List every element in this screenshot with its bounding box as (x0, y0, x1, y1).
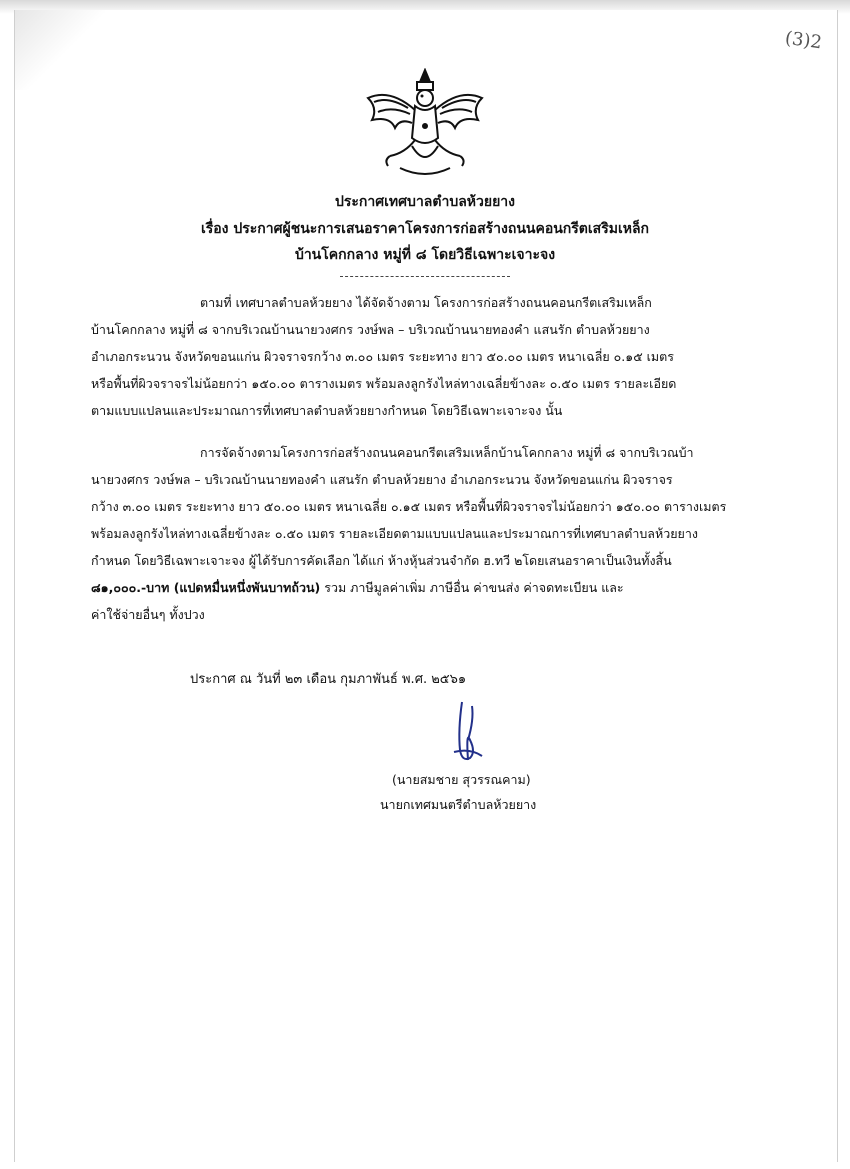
paragraph2-line: นายวงศกร วงษ์พล – บริเวณบ้านนายทองคำ แสนรัก ตำบลห้วยยาง อำเภอกระนวน จังหวัดขอนแก่น ผิวจราจร (91, 472, 673, 487)
contract-amount: ๘๑,๐๐๐.-บาท (แปดหมื่นหนึ่งพันบาทถ้วน) (91, 580, 321, 595)
paragraph2-line: กำหนด โดยวิธีเฉพาะเจาะจง ผู้ได้รับการคัดเลือก ได้แก่ ห้างหุ้นส่วนจำกัด ฮ.ทวี ๒โดยเสนอราคาเป็นเงินทั้งสิ้น (91, 553, 672, 568)
announcement-date: ประกาศ ณ วันที่ ๒๓ เดือน กุมภาพันธ์ พ.ศ. ๒๕๖๑ (190, 672, 467, 687)
announcement-subject: เรื่อง ประกาศผู้ชนะการเสนอราคาโครงการก่อสร้างถนนคอนกรีตเสริมเหล็ก (200, 221, 650, 237)
paragraph1-line: ตามที่ เทศบาลตำบลห้วยยาง ได้จัดจ้างตาม โครงการก่อสร้างถนนคอนกรีตเสริมเหล็ก (200, 295, 652, 310)
garuda-emblem-icon (360, 68, 490, 183)
paragraph1-line: บ้านโคกกลาง หมู่ที่ ๘ จากบริเวณบ้านนายวงศกร วงษ์พล – บริเวณบ้านนายทองคำ แสนรัก ตำบลห้วยยาง (91, 322, 650, 337)
signer-name: (นายสมชาย สุวรรณคาม) (392, 772, 531, 787)
handwritten-signature-icon (440, 700, 500, 770)
paragraph2-amount-line (91, 579, 624, 597)
announcement-subject-line2: บ้านโคกกลาง หมู่ที่ ๘ โดยวิธีเฉพาะเจาะจง (294, 247, 556, 263)
amount-tail: รวม ภาษีมูลค่าเพิ่ม ภาษีอื่น ค่าขนส่ง ค่าจดทะเบียน และ (320, 580, 624, 595)
announcement-title: ประกาศเทศบาลตำบลห้วยยาง (335, 194, 515, 210)
paragraph2-line: การจัดจ้างตามโครงการก่อสร้างถนนคอนกรีตเสริมเหล็กบ้านโคกกลาง หมู่ที่ ๘ จากบริเวณบ้า (200, 445, 694, 460)
paragraph1-line: ตามแบบแปลนและประมาณการที่เทศบาลตำบลห้วยยางกำหนด โดยวิธีเฉพาะเจาะจง นั้น (91, 403, 563, 418)
handwritten-page-note: (3)2 (783, 27, 824, 54)
paragraph1-line: อำเภอกระนวน จังหวัดขอนแก่น ผิวจราจรกว้าง ๓.๐๐ เมตร ระยะทาง ยาว ๕๐.๐๐ เมตร หนาเฉลี่ย ๐.๑๕ เมตร (91, 349, 674, 364)
signer-title: นายกเทศมนตรีตำบลห้วยยาง (380, 797, 537, 812)
page-corner-fold (15, 10, 105, 90)
paragraph1-line: หรือพื้นที่ผิวจราจรไม่น้อยกว่า ๑๕๐.๐๐ ตารางเมตร พร้อมลงลูกรังไหล่ทางเฉลี่ยข้างละ ๐.๕๐ เมตร รายละเอียด (91, 376, 677, 391)
paragraph2-line: กว้าง ๓.๐๐ เมตร ระยะทาง ยาว ๕๐.๐๐ เมตร หนาเฉลี่ย ๐.๑๕ เมตร หรือพื้นที่ผิวจราจรไม่น้อยกว่า ๑๕๐.๐๐ ตารางเมตร (91, 499, 727, 514)
paragraph2-line: พร้อมลงลูกรังไหล่ทางเฉลี่ยข้างละ ๐.๕๐ เมตร รายละเอียดตามแบบแปลนและประมาณการที่เทศบาลตำบลห้วยยาง (91, 526, 698, 541)
paragraph2-line: ค่าใช้จ่ายอื่นๆ ทั้งปวง (91, 607, 205, 622)
title-divider (340, 276, 510, 277)
